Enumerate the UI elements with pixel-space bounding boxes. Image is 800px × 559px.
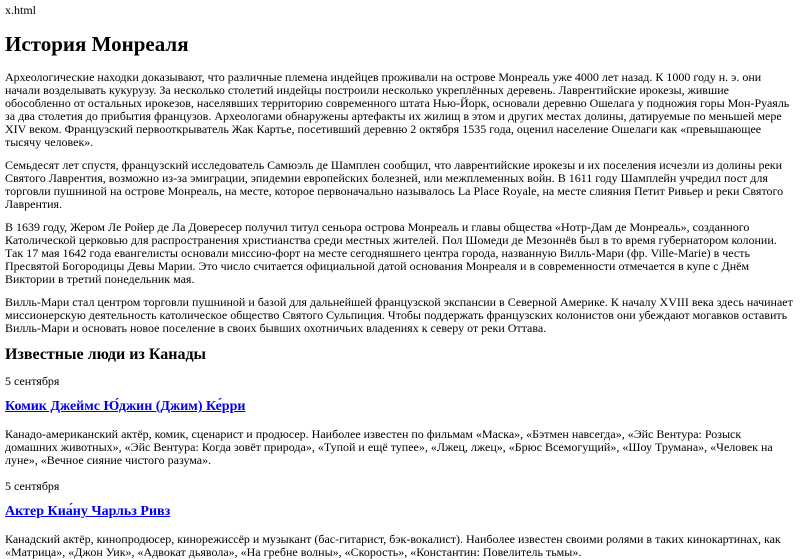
history-article <box>5 71 795 335</box>
file-name: x.html <box>5 3 37 17</box>
history-paragraph: Семьдесят лет спустя, французский исследователь Самюэль де Шамплен сообщил, что лаврентийские ирокезы и их поселения исчезли из долины реки Святого Лаврентия, возможно из-за эмиграции, эпидемии европейских болезней, или межплеменных войн. В 1611 году Шамплейн учредил пост для торговли пушниной на острове Монреаль, на месте, которое первоначально называлось La Place Royale, на месте слияния Петит Ривьер и реки Святого Лаврентия. <box>5 158 784 211</box>
history-paragraph: В 1639 году, Жером Ле Ройер де Ла Довересер получил титул сеньора острова Монреаль и главы общества «Нотр-Дам де Монреаль», созданного Католической церковью для распространения христианства среди местных жителей. Пол Шомеди де Мезоннёв был в то время губернатором колонии. Так 17 мая 1642 года евангелисты основали миссию-форт на месте сегодняшнего центра города, названную Вилль-Мари (фр. Ville-Marie) в честь Пресвятой Богородицы Девы Марии. Это число считается официальной датой основания Монреаля и в современности отмечается в купе с Днём Виктории в третий понедельник мая. <box>5 220 777 286</box>
person-link-keanu-reeves[interactable]: Актер Киа́ну Чарльз Ривз <box>5 504 171 519</box>
history-paragraph: Археологические находки доказывают, что различные племена индейцев проживали на острове Монреаль уже 4000 лет назад. К 1000 году н. э. они начали возделывать кукурузу. За несколько столетий индейцы построили несколько укреплённых деревень. Лаврентийские ирокезы, жившие обособленно от остальных ирокезов, населявших территорию современного штата Нью-Йорк, основали деревню Ошелага у подножия горы Мон-Руаяль за два столетия до прибытия французов. Археологами обнаружены артефакты их жилищ в этом и других местах долины, датируемые по меньшей мере XIV веком. Французский первооткрыватель Жак Картье, посетивший деревню 2 октября 1535 года, оценил население Ошелаги как «превышающее тысячу человек». <box>5 70 790 149</box>
person-entry <box>5 375 795 467</box>
person-entry <box>5 480 795 559</box>
page-title: История Монреаля <box>5 32 189 56</box>
person-link-jim-carrey[interactable]: Комик Джеймс Ю́джин (Джим) Ке́рри <box>5 399 246 414</box>
person-description: Канадский актёр, кинопродюсер, кинорежиссёр и музыкант (бас-гитарист, бэк-вокалист). Наиболее известен своими ролями в таких кинокартинах, как «Матрица», «Джон Уик», «Адвокат дьявола», «На гребне волны», «Скорость», «Константин: Повелитель тьмы». <box>5 532 781 559</box>
person-date: 5 сентября <box>5 374 60 388</box>
person-description: Канадо-американский актёр, комик, сценарист и продюсер. Наиболее известен по фильмам «Маска», «Бэтмен навсегда», «Эйс Вентура: Розыск домашних животных», «Эйс Вентура: Когда зовёт природа», «Тупой и ещё тупее», «Лжец, лжец», «Брюс Всемогущий», «Шоу Трумана», «Человек на луне», «Вечное сияние чистого разума». <box>5 427 773 467</box>
people-list <box>5 375 795 559</box>
section-title: Известные люди из Канады <box>5 346 207 363</box>
person-date: 5 сентября <box>5 479 60 493</box>
history-paragraph: Вилль-Мари стал центром торговли пушниной и базой для дальнейшей французской экспансии в Северной Америке. К началу XVIII века здесь начинает миссионерскую деятельность католическое общество Святого Сульпиция. Чтобы поддержать французских колонистов они убеждают могавков оставить Вилль-Мари и основать новое поселение в своих бывших охотничьих владениях к северу от реки Оттава. <box>5 295 793 335</box>
